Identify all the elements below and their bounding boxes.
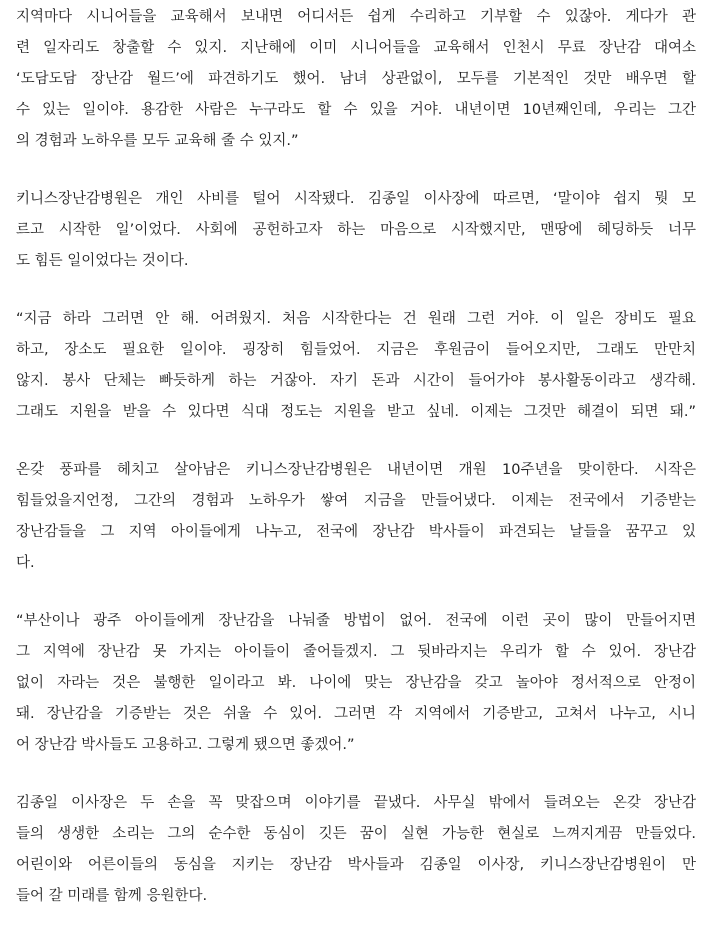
narration-paragraph <box>16 184 696 277</box>
text-line: ‘도담도담 장난감 월드’에 파견하기도 했어. 남녀 상관없이, 모두를 기본적인 것만 배우면 할 <box>16 71 696 87</box>
text-line: 어 장난감 박사들도 고용하고. 그렇게 됐으면 좋겠어.” <box>16 737 355 753</box>
article-body <box>16 2 696 939</box>
quote-paragraph <box>16 606 696 761</box>
text-line: 장난감들을 그 지역 아이들에게 나누고, 전국에 장난감 박사들이 파견되는 날들을 꿈꾸고 있 <box>16 524 696 540</box>
text-line: 온갖 풍파를 헤치고 살아남은 키니스장난감병원은 내년이면 개원 10주년을 맞이한다. 시작은 <box>16 462 696 478</box>
text-line: 르고 시작한 일’이었다. 사회에 공헌하고자 하는 마음으로 시작했지만, 맨땅에 헤딩하듯 너무 <box>16 222 696 238</box>
quote-paragraph <box>16 2 696 157</box>
narration-paragraph <box>16 455 696 579</box>
quote-paragraph <box>16 304 696 428</box>
text-line: 들의 생생한 소리는 그의 순수한 동심이 깃든 꿈이 실현 가능한 현실로 느껴지게끔 만들었다. <box>16 826 696 842</box>
text-line: 지역마다 시니어들을 교육해서 보내면 어디서든 쉽게 수리하고 기부할 수 있잖아. 게다가 관 <box>16 9 696 25</box>
text-line: 돼. 장난감을 기증받는 것은 쉬울 수 있어. 그러면 각 지역에서 기증받고, 고쳐서 나누고, 시니 <box>16 706 696 722</box>
text-line: 그래도 지원을 받을 수 있다면 식대 정도는 지원을 받고 싶네. 이제는 그것만 해결이 되면 돼.” <box>16 404 696 420</box>
text-line: 하고, 장소도 필요한 일이야. 굉장히 힘들었어. 지금은 후원금이 들어오지만, 그래도 만만치 <box>16 342 696 358</box>
text-line: 않지. 봉사 단체는 빠듯하게 하는 거잖아. 자기 돈과 시간이 들어가야 봉사활동이라고 생각해. <box>16 373 696 389</box>
text-line: 의 경험과 노하우를 모두 교육해 줄 수 있지.” <box>16 133 299 149</box>
text-line: “지금 하라 그러면 안 해. 어려웠지. 처음 시작한다는 건 원래 그런 거야. 이 일은 장비도 필요 <box>16 311 696 327</box>
text-line: 들어 갈 미래를 함께 응원한다. <box>16 888 208 904</box>
text-line: 수 있는 일이야. 용감한 사람은 누구라도 할 수 있을 거야. 내년이면 10년째인데, 우리는 그간 <box>16 102 696 118</box>
text-line: 다. <box>16 555 35 571</box>
text-line: 김종일 이사장은 두 손을 꼭 맞잡으며 이야기를 끝냈다. 사무실 밖에서 들려오는 온갖 장난감 <box>16 795 696 811</box>
text-line: 어린이와 어른이들의 동심을 지키는 장난감 박사들과 김종일 이사장, 키니스장난감병원이 만 <box>16 857 696 873</box>
text-line: 힘들었을지언정, 그간의 경험과 노하우가 쌓여 지금을 만들어냈다. 이제는 전국에서 기증받는 <box>16 493 696 509</box>
text-line: “부산이나 광주 아이들에게 장난감을 나눠줄 방법이 없어. 전국에 이런 곳이 많이 만들어지면 <box>16 613 696 629</box>
narration-paragraph <box>16 788 696 912</box>
text-line: 없이 자라는 것은 불행한 일이라고 봐. 나이에 맞는 장난감을 갖고 놀아야 정서적으로 안정이 <box>16 675 696 691</box>
text-line: 키니스장난감병원은 개인 사비를 털어 시작됐다. 김종일 이사장에 따르면, ‘말이야 쉽지 뭣 모 <box>16 191 696 207</box>
text-line: 도 힘든 일이었다는 것이다. <box>16 253 189 269</box>
text-line: 련 일자리도 창출할 수 있지. 지난해에 이미 시니어들을 교육해서 인천시 무료 장난감 대여소 <box>16 40 696 56</box>
text-line: 그 지역에 장난감 못 가지는 아이들이 줄어들겠지. 그 뒷바라지는 우리가 할 수 있어. 장난감 <box>16 644 696 660</box>
